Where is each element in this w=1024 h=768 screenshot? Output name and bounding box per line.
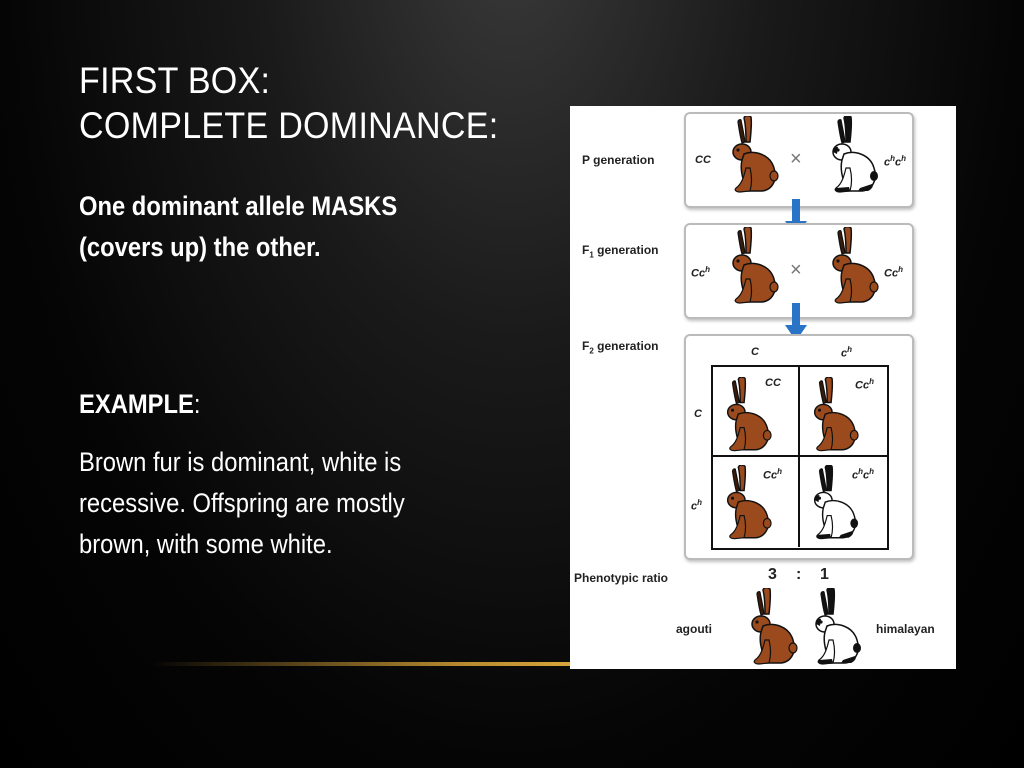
ratio-left: 3 <box>768 566 777 583</box>
genotype-label: $c^hc^h$ <box>852 467 875 482</box>
himalayan-label: himalayan <box>876 622 935 636</box>
genotype-label: Cc$^h$ <box>691 265 710 280</box>
punnett-cell <box>713 457 800 547</box>
brown-rabbit-icon <box>724 116 780 196</box>
white-rabbit-icon <box>824 116 880 196</box>
ratio-separator: : <box>796 566 802 583</box>
white-rabbit-icon <box>806 588 864 668</box>
genetics-cross-figure <box>570 106 956 669</box>
allele-label: C <box>694 408 702 420</box>
genotype-label: Cc$^h$ <box>763 467 782 482</box>
p-generation-label: P generation <box>582 153 655 167</box>
brown-rabbit-icon <box>742 588 800 668</box>
punnett-square <box>711 365 889 550</box>
phenotypic-ratio-label: Phenotypic ratio <box>574 571 669 585</box>
example-text: Brown fur is dominant, white is recessive. Offspring are mostly brown, with some white. <box>79 447 405 559</box>
brown-rabbit-icon <box>724 227 780 307</box>
example-label: EXAMPLE <box>79 389 194 419</box>
example-heading <box>79 384 431 425</box>
punnett-cell <box>713 367 800 457</box>
genotype-label: $c^hc^h$ <box>884 154 907 169</box>
agouti-label: agouti <box>676 622 712 636</box>
f2-generation-label: $F_2$ generation <box>582 339 659 356</box>
title-line-2: COMPLETE DOMINANCE: <box>79 105 499 146</box>
brown-rabbit-icon <box>824 227 880 307</box>
title-line-1: FIRST BOX: <box>79 60 271 101</box>
f1-generation-label: $F_1$ generation <box>582 243 659 260</box>
genotype-label: Cc$^h$ <box>855 377 874 392</box>
allele-label: $c^h$ <box>841 345 853 360</box>
genotype-label: Cc$^h$ <box>884 265 903 280</box>
allele-label: C <box>751 346 759 358</box>
example-colon: : <box>193 389 201 419</box>
punnett-cell <box>800 367 887 457</box>
gold-divider-line <box>150 662 590 666</box>
genotype-label: CC <box>765 377 781 389</box>
genotype-label: CC <box>695 154 711 166</box>
brown-rabbit-icon <box>806 377 860 455</box>
definition-text: One dominant allele MASKS (covers up) the other. <box>79 191 398 262</box>
slide-title <box>79 58 498 148</box>
cross-symbol: × <box>790 148 802 170</box>
p-generation-box <box>684 112 914 208</box>
cross-symbol: × <box>790 259 802 281</box>
allele-label: $c^h$ <box>691 498 703 513</box>
punnett-cell <box>800 457 887 547</box>
ratio-right: 1 <box>820 566 829 583</box>
